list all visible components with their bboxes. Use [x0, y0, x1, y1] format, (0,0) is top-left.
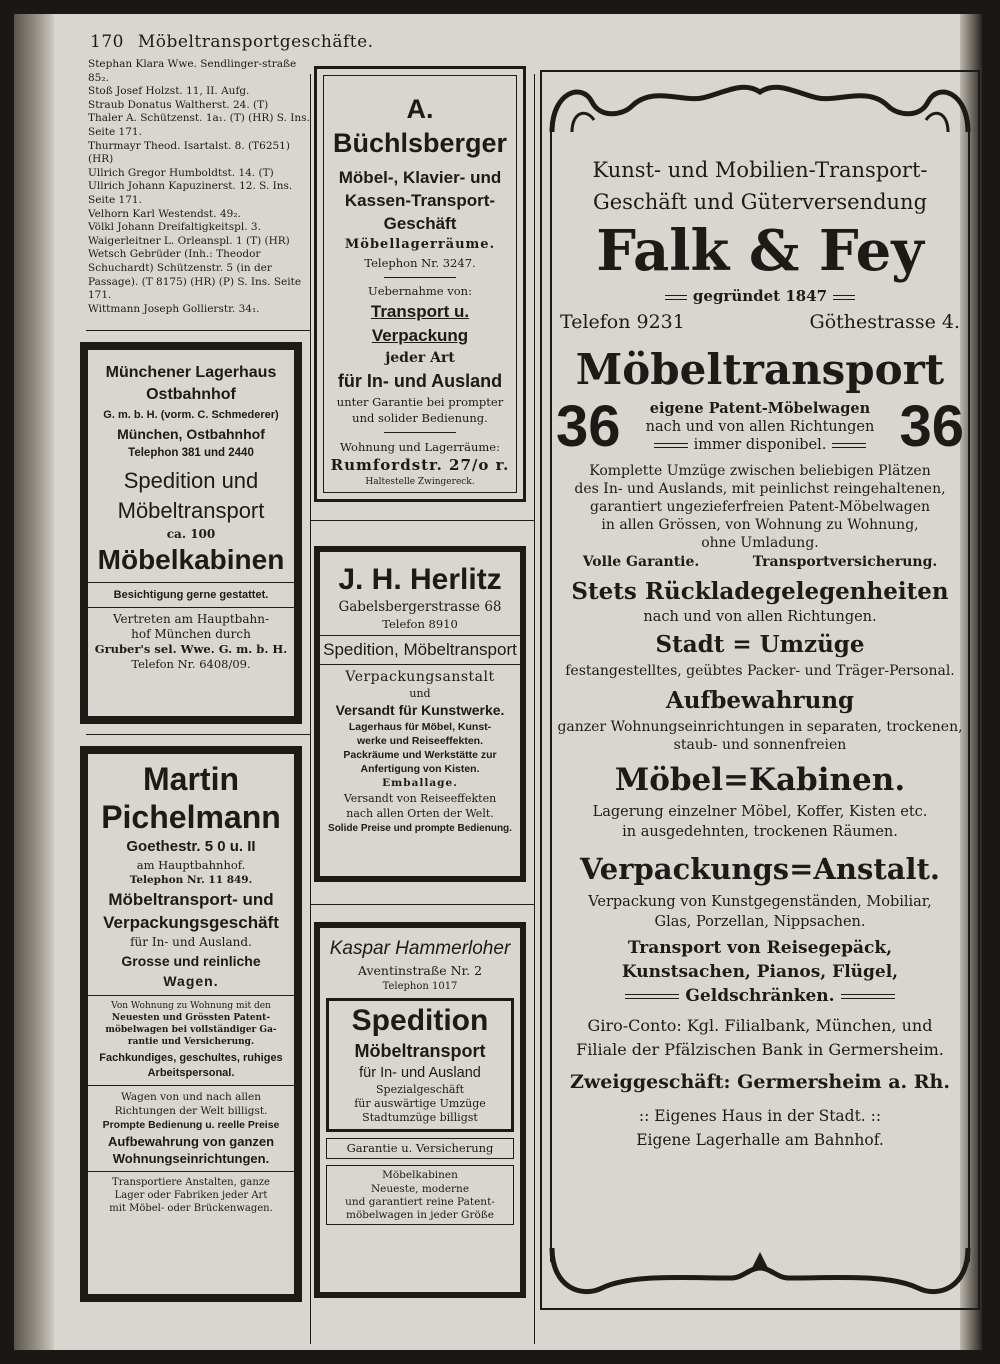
ad-divider — [88, 607, 294, 608]
directory-entry: Wittmann Joseph Gollierstr. 34₁. — [88, 302, 260, 315]
ad-pichelmann — [80, 746, 302, 1302]
ad-body — [320, 552, 520, 836]
ad-line: nach und von allen Richtungen — [645, 419, 875, 435]
ad-line: Filiale der Pfälzischen Bank in Germersheim. — [576, 1040, 944, 1059]
ad-line: und — [409, 687, 431, 700]
ad-line: Gabelsbergerstrasse 68 — [338, 599, 502, 615]
ad-line: Packräume und Werkstätte zur — [343, 749, 497, 761]
ornament-rule — [384, 277, 456, 278]
ad-line: und garantiert reine Patent- — [345, 1196, 495, 1208]
directory-entry: Velhorn Karl Westendst. 49₂. — [88, 207, 241, 220]
ad-line: Verpackung von Kunstgegenständen, Mobiliar, — [588, 894, 932, 910]
directory-entry: Straub Donatus Waltherst. 24. (T) — [88, 98, 269, 111]
ad-headline: Stadt = Umzüge — [655, 631, 865, 658]
ornament-rule — [832, 443, 866, 448]
ad-wagon-text — [646, 400, 875, 454]
ad-line: Goethestr. 5 0 u. II — [126, 838, 256, 855]
ad-line: Transportiere Anstalten, ganze — [112, 1177, 270, 1188]
ad-line: Emballage. — [382, 777, 458, 789]
ad-line: Aventinstraße Nr. 2 — [357, 963, 483, 978]
ad-company-name: Kaspar Hammerloher — [329, 938, 511, 959]
ad-divider — [88, 1085, 294, 1086]
ad-line: rantie und Versicherung. — [127, 1037, 255, 1047]
ad-line: nach allen Orten der Welt. — [346, 807, 494, 820]
ad-headline: Möbeltransport — [575, 345, 945, 394]
ad-divider — [320, 635, 520, 636]
ad-headline: Aufbewahrung — [665, 687, 855, 714]
ad-line: Wohnungseinrichtungen. — [112, 1151, 270, 1166]
directory-entry: Ullrich Johann Kapuzinerst. 12. S. Ins. Seite 171. — [88, 180, 293, 206]
ad-line: Möbel-, Klavier- und — [338, 168, 502, 187]
ad-company-name: J. H. Herlitz — [338, 563, 502, 596]
ad-line: Neuesten und Grössten Patent- — [111, 1013, 271, 1023]
page-number: 170 — [90, 32, 124, 52]
ornament-bottom-icon — [542, 1238, 978, 1308]
ad-line: Rumfordstr. 27/o r. — [330, 456, 510, 474]
book-spine — [14, 14, 54, 1350]
ad-line: Spedition, Möbeltransport — [323, 640, 517, 659]
ad-line: eigene Patent-Möbelwagen — [649, 400, 871, 417]
ad-line: Spedition und — [123, 468, 259, 493]
directory-entry: Stephan Klara Wwe. Sendlinger-straße 85₂. — [88, 58, 297, 84]
section-divider — [86, 330, 310, 331]
directory-entry: Ullrich Gregor Humboldtst. 14. (T) — [88, 166, 274, 179]
ad-headline: Möbel=Kabinen. — [614, 762, 906, 798]
ad-line: G. m. b. H. (vorm. C. Schmederer) — [103, 409, 279, 421]
ad-line: Besichtigung gerne gestattet. — [113, 589, 269, 601]
ad-line: werke und Reiseeffekten. — [356, 735, 484, 747]
ad-headline: Stets Rückladegelegenheiten — [571, 578, 949, 605]
ad-line: jeder Art — [385, 350, 455, 366]
founded-text: gegründet 1847 — [692, 287, 828, 305]
address-text: Göthestrasse 4. — [809, 311, 960, 333]
ad-line: Komplette Umzüge zwischen beliebigen Plätzen — [589, 463, 931, 479]
ad-line: mit Möbel- oder Brückenwagen. — [109, 1203, 273, 1214]
ad-line: Grosse und reinliche — [121, 953, 261, 969]
ad-line: Vertreten am Hauptbahn- — [112, 612, 270, 626]
ad-line: des In- und Auslands, mit peinlichst reingehaltenen, — [574, 481, 946, 497]
ad-herlitz — [314, 546, 526, 882]
ornament-top-icon — [542, 72, 978, 142]
ornament-rule — [841, 994, 895, 999]
ad-line: Von Wohnung zu Wohnung mit den — [111, 1001, 271, 1011]
ad-kabinen-frame — [326, 1165, 514, 1225]
ad-line: :: Eigenes Haus in der Stadt. :: — [638, 1107, 882, 1125]
ad-divider — [88, 995, 294, 996]
ad-line: Wohnung und Lagerräume: — [340, 440, 500, 454]
section-divider — [86, 734, 310, 735]
ad-headline: Verpackungs=Anstalt. — [579, 852, 941, 886]
ad-line: möbelwagen in jeder Größe — [345, 1209, 495, 1221]
book-page — [14, 14, 982, 1350]
ad-wagon-row — [556, 394, 964, 459]
ad-company-name: Falk & Fey — [596, 218, 924, 284]
ornament-rule — [654, 443, 688, 448]
phone-text: Telefon 9231 — [560, 311, 685, 333]
ad-line: möbelwagen bei vollständiger Ga- — [105, 1025, 277, 1035]
ad-line: Telephon Nr. 11 849. — [129, 874, 253, 886]
ad-line: Möbeltransport — [354, 1041, 486, 1061]
directory-entry: Stoß Josef Holzst. 11, II. Aufg. — [88, 85, 250, 98]
ornament-rule — [665, 295, 687, 300]
ad-line: Lagerhaus für Möbel, Kunst- — [348, 721, 492, 733]
directory-entry: Thaler A. Schützenst. 1a₁. (T) (HR) S. Ins. Seite 171. — [88, 112, 310, 138]
ad-line: Volle Garantie. — [582, 554, 700, 570]
directory-entry: Wetsch Gebrüder (Inh.: Theodor Schuchardt) Schützenstr. 5 (in der Passage). (T 8175) (HR) (P) S. Ins. Seite 171. — [88, 248, 302, 302]
section-divider — [310, 520, 534, 521]
ad-line: Geschäft und Güterversendung — [592, 190, 928, 214]
ad-line: Möbeltransport- und — [108, 890, 274, 909]
ad-line — [646, 436, 875, 454]
ad-line: hof München durch — [131, 627, 251, 641]
directory-entry: Völkl Johann Dreifaltigkeitspl. 3. — [88, 221, 261, 234]
ad-company-name: A. Büchlsberger — [332, 94, 508, 158]
section-divider — [310, 904, 534, 905]
ad-line: Verpackungsanstalt — [345, 669, 495, 685]
ad-line: Uebernahme von: — [368, 284, 472, 298]
ad-line: nach und von allen Richtungen. — [643, 609, 877, 625]
ad-line: ca. 100 — [166, 527, 216, 541]
ad-line: Pichelmann — [101, 799, 281, 835]
ad-line: in ausgedehnten, trockenen Räumen. — [622, 824, 898, 840]
ad-line: Neueste, moderne — [370, 1183, 470, 1195]
page-title: Möbeltransportgeschäfte. — [137, 32, 374, 52]
ad-buchlsberger — [314, 66, 526, 502]
ad-body — [88, 350, 294, 672]
ad-line: Möbelkabinen — [382, 1169, 458, 1181]
ad-line: Wagen. — [163, 973, 219, 989]
ad-line: Richtungen der Welt billigst. — [114, 1105, 268, 1117]
ad-line: Spedition — [351, 1004, 489, 1037]
ad-line: Giro-Conto: Kgl. Filialbank, München, und — [587, 1016, 933, 1035]
ad-line: Telephon 381 und 2440 — [128, 447, 254, 459]
ad-line: Martin — [143, 761, 239, 797]
ad-line: Möbelkabinen — [97, 544, 285, 575]
ad-line: ganzer Wohnungseinrichtungen in separaten, trockenen, — [557, 719, 963, 735]
directory-list — [88, 58, 318, 316]
ad-line: für In- und Ausland — [337, 371, 503, 391]
ad-body — [320, 928, 520, 1225]
ad-line: Telefon Nr. 6408/09. — [131, 657, 251, 671]
ad-line: Spezialgeschäft — [376, 1083, 464, 1096]
ad-contact-row — [556, 308, 964, 336]
ornament-rule — [384, 432, 456, 433]
directory-entry: Waigerleitner L. Orleanspl. 1 (T) (HR) — [88, 234, 290, 247]
ad-line: festangestelltes, geübtes Packer- und Träger-Personal. — [565, 663, 955, 679]
ad-line: garantiert ungezieferfreien Patent-Möbelwagen — [590, 499, 930, 515]
ad-line: München, Ostbahnhof — [117, 426, 265, 442]
ad-inner-frame — [326, 998, 514, 1132]
ad-line: für In- und Ausland — [359, 1065, 481, 1081]
ornament-rule — [833, 295, 855, 300]
ad-line: Transport u. Verpackung — [370, 302, 470, 345]
ad-line: Zweiggeschäft: Germersheim a. Rh. — [570, 1071, 950, 1093]
ad-line: Wagen von und nach allen — [120, 1091, 262, 1103]
directory-entry: Thurmayr Theod. Isartalst. 8. (T6251) (HR) — [88, 139, 290, 166]
ad-line: und solider Bedienung. — [352, 411, 488, 425]
ad-line: Geschäft — [383, 214, 457, 233]
ad-line: am Hauptbahnhof. — [136, 858, 246, 872]
ad-line: Lagerung einzelner Möbel, Koffer, Kisten etc. — [592, 804, 928, 820]
column-divider-left — [310, 74, 311, 1344]
ad-line: ohne Umladung. — [701, 535, 819, 551]
ad-line: unter Garantie bei prompter — [336, 395, 504, 409]
ad-line: Stadtumzüge billigst — [362, 1111, 478, 1124]
ad-body — [88, 754, 294, 1215]
ad-line: für auswärtige Umzüge — [354, 1097, 486, 1110]
column-divider-right — [534, 74, 535, 1344]
ad-guarantee-frame — [326, 1138, 514, 1159]
ad-divider — [88, 1171, 294, 1172]
ad-line: Telephon 1017 — [382, 981, 458, 992]
ad-line-text: Geldschränken. — [685, 986, 835, 1006]
ad-line: Münchener Lagerhaus — [105, 364, 277, 381]
number-36-right: 36 — [899, 394, 964, 459]
ad-line: Haltestelle Zwingereck. — [365, 477, 475, 487]
ad-line: Ostbahnhof — [146, 386, 236, 403]
ad-falk-fey — [540, 70, 980, 1310]
ad-body — [556, 154, 964, 1152]
ad-guarantee-row — [556, 552, 964, 572]
ad-line: Kunst- und Mobilien-Transport- — [592, 158, 928, 182]
ad-line: Garantie u. Versicherung — [346, 1141, 494, 1155]
ad-line: in allen Grössen, von Wohnung zu Wohnung, — [601, 517, 919, 533]
ad-line-text: immer disponibel. — [693, 437, 827, 453]
page-header — [90, 32, 374, 52]
ad-line: Glas, Porzellan, Nippsachen. — [654, 914, 866, 930]
number-36-left: 36 — [556, 394, 621, 459]
ad-line: staub- und sonnenfreien — [673, 737, 847, 753]
ad-frame — [323, 75, 517, 493]
ad-line: Fachkundiges, geschultes, ruhiges — [99, 1052, 283, 1064]
ad-line: Verpackungsgeschäft — [103, 913, 279, 932]
ad-line: für In- und Ausland. — [130, 935, 252, 949]
ad-hammerloher — [314, 922, 526, 1298]
ad-line: Kassen-Transport- — [344, 191, 496, 210]
ad-line: Kunstsachen, Pianos, Flügel, — [621, 962, 899, 982]
ad-line: Transportversicherung. — [752, 554, 938, 570]
ad-line — [556, 984, 964, 1008]
ad-line: Solide Preise und prompte Bedienung. — [328, 823, 512, 834]
ad-paragraph — [556, 462, 964, 552]
ad-line: Telephon Nr. 3247. — [364, 256, 476, 270]
ad-line: Aufbewahrung von ganzen — [107, 1134, 275, 1149]
ornament-rule — [625, 994, 679, 999]
ad-line: Versandt für Kunstwerke. — [335, 702, 505, 718]
ad-line: Gruber's sel. Wwe. G. m. b. H. — [94, 642, 288, 656]
ornament-side-right — [968, 122, 970, 1262]
ad-line: Telefon 8910 — [382, 617, 458, 631]
ad-line: Lager oder Fabriken jeder Art — [114, 1190, 268, 1201]
ad-divider — [320, 664, 520, 665]
ad-founded — [556, 284, 964, 308]
ornament-side-left — [550, 122, 552, 1262]
ad-line: Möbeltransport — [117, 498, 265, 523]
ad-line: Anfertigung von Kisten. — [360, 763, 480, 775]
ad-line: Prompte Bedienung u. reelle Preise — [102, 1119, 280, 1131]
ad-line: Möbellagerräume. — [344, 237, 496, 252]
ad-lagerhaus — [80, 342, 302, 724]
ad-divider — [88, 582, 294, 583]
ad-line: Versandt von Reiseeffekten — [343, 792, 497, 805]
ad-line: Eigene Lagerhalle am Bahnhof. — [636, 1131, 884, 1149]
ad-line: Arbeitspersonal. — [147, 1067, 235, 1079]
ad-line: Transport von Reisegepäck, — [627, 938, 893, 958]
